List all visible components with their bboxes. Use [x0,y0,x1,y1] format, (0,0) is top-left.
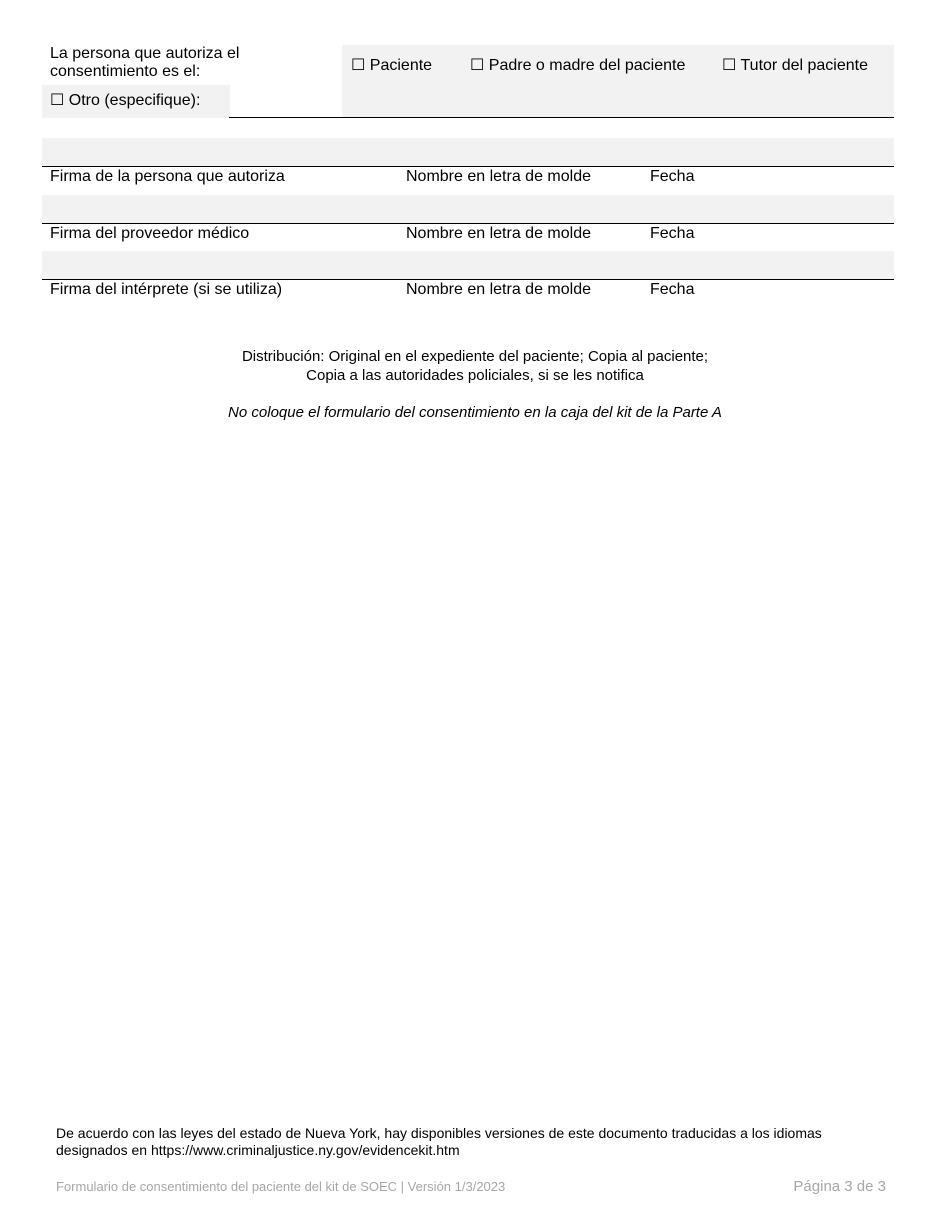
authorizer-label: La persona que autoriza el consentimiento es el: [50,45,240,80]
signature-field-authorizer[interactable] [42,138,894,167]
signature-field-provider[interactable] [42,195,894,224]
kit-warning: No coloque el formulario del consentimiento en la caja del kit de la Parte A [228,404,722,421]
signature-field-interpreter[interactable] [42,251,894,280]
signature-label: Firma del intérprete (si se utiliza) [50,281,283,298]
signature-label: Firma del proveedor médico [50,225,250,242]
date-label: Fecha [650,225,695,242]
option-other-checkbox[interactable]: ☐ Otro (especifique): [50,92,201,109]
page-number: Página 3 de 3 [793,1178,886,1195]
other-specify-field[interactable] [229,117,894,118]
signature-label: Firma de la persona que autoriza [50,168,285,185]
date-label: Fecha [650,281,695,298]
date-label: Fecha [650,168,695,185]
printed-name-label: Nombre en letra de molde [406,168,591,185]
distribution-line-1: Distribución: Original en el expediente del paciente; Copia al paciente; [241,348,709,365]
printed-name-label: Nombre en letra de molde [406,281,591,298]
translation-notice: De acuerdo con las leyes del estado de Nueva York, hay disponibles versiones de este documento traducidas a los idiomas designados en https://www.criminaljustice.ny.gov/evidencekit.htm [56,1125,822,1158]
footer-form-info: Formulario de consentimiento del paciente del kit de SOEC | Versión 1/3/2023 [56,1179,506,1194]
option-parent-checkbox[interactable]: ☐ Padre o madre del paciente [470,57,686,74]
distribution-line-2: Copia a las autoridades policiales, si se les notifica [306,367,644,384]
option-guardian-checkbox[interactable]: ☐ Tutor del paciente [722,57,868,74]
option-patient-checkbox[interactable]: ☐ Paciente [351,57,433,74]
printed-name-label: Nombre en letra de molde [406,225,591,242]
